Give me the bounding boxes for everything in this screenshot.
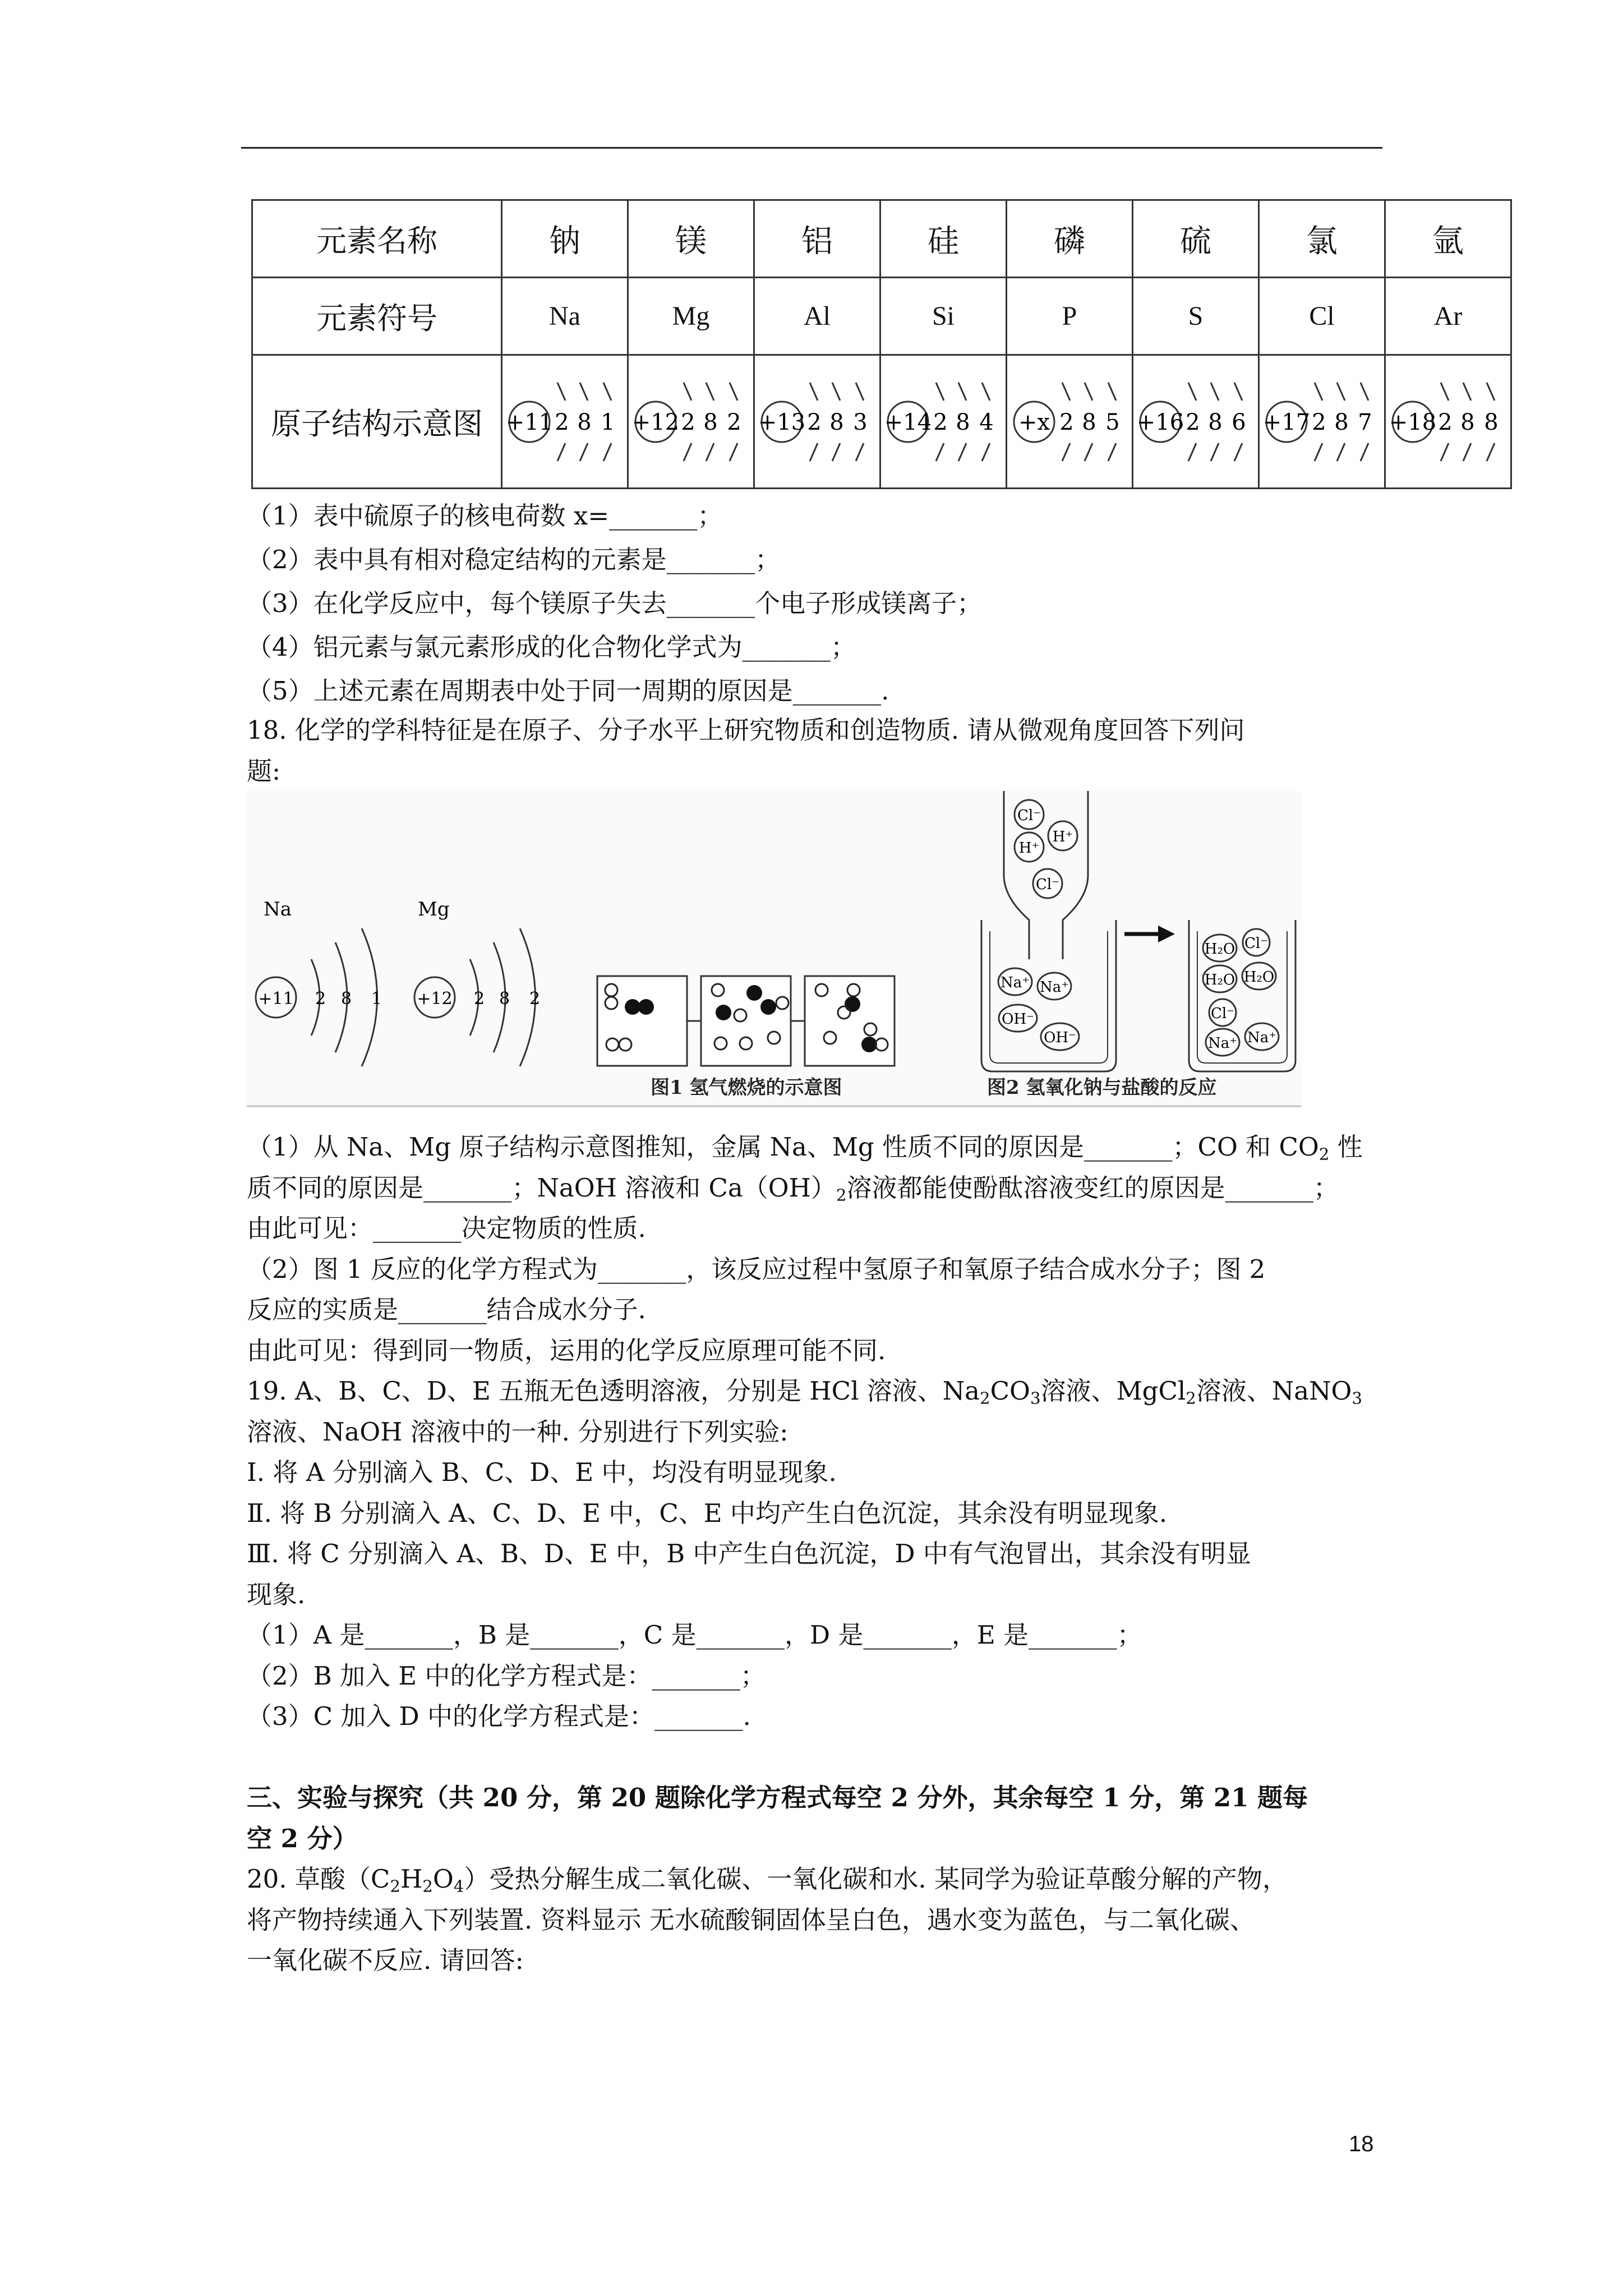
q19-answer-3: （3）C 加入 D 中的化学方程式是：_______. xyxy=(247,1701,751,1731)
o-atom xyxy=(746,985,762,1001)
molecule-label: H₂O xyxy=(1243,969,1275,986)
na-electron-count: 1 xyxy=(371,989,382,1009)
text-span: 19. A、B、C、D、E 五瓶无色透明溶液，分别是 HCl 溶液、Na xyxy=(247,1376,980,1406)
row-atom-structure xyxy=(252,355,1511,489)
electron-count: 2 xyxy=(807,409,822,435)
text-span: （1）从 Na、Mg 原子结构示意图推知，金属 Na、Mg 性质不同的原因是_______；CO 和 CO xyxy=(247,1132,1319,1162)
q19-step-3-cont: 现象. xyxy=(247,1580,306,1609)
cell-name: 镁 xyxy=(628,200,754,278)
subscript: 2 xyxy=(979,1388,990,1408)
electron-count: 8 xyxy=(703,409,718,435)
shell-arc-mark xyxy=(1487,443,1495,461)
electron-count: 8 xyxy=(956,409,970,435)
element-table xyxy=(251,199,1512,489)
electron-count: 8 xyxy=(1484,409,1498,435)
electron-count: 8 xyxy=(1208,409,1223,435)
o-atom xyxy=(638,999,654,1015)
atom-diagram-svg xyxy=(1389,366,1507,478)
ion-label: Na⁺ xyxy=(1208,1035,1237,1052)
shell-arc-mark xyxy=(557,443,565,461)
shell-arc-mark xyxy=(1188,443,1196,461)
electron-count: 1 xyxy=(601,409,615,435)
subscript: 2 xyxy=(836,1185,847,1205)
o-atom xyxy=(845,996,860,1012)
na-label: Na xyxy=(264,898,292,921)
row-label-structure: 原子结构示意图 xyxy=(252,355,502,489)
mg-label: Mg xyxy=(418,898,450,921)
mg-nucleus-charge: +12 xyxy=(417,989,453,1009)
ion-label: Cl⁻ xyxy=(1244,935,1268,952)
shell-arc-mark xyxy=(1361,443,1368,461)
cell-name: 硫 xyxy=(1133,200,1259,278)
atom-diagram-svg xyxy=(1011,366,1128,478)
q18-figure-svg xyxy=(247,791,1301,1105)
q18-stem-cont: 题: xyxy=(247,756,281,786)
section3-heading-cont: 空 2 分） xyxy=(247,1824,358,1853)
cell-symbol: Al xyxy=(754,278,880,355)
shell-arc-mark xyxy=(706,443,714,461)
shell-arc-mark xyxy=(1441,383,1449,401)
fig1-box xyxy=(805,976,895,1066)
q17-item: （3）在化学反应中，每个镁原子失去_______个电子形成镁离子； xyxy=(247,588,983,618)
shell-arc-mark xyxy=(1234,443,1242,461)
shell-arc-mark xyxy=(580,383,588,401)
shell-arc-mark xyxy=(603,383,611,401)
shell-arc-mark xyxy=(1188,383,1196,401)
fig1-box xyxy=(701,976,791,1066)
atom-diagram-svg xyxy=(632,366,750,478)
nucleus-charge: +16 xyxy=(1137,409,1184,435)
molecule-label: H₂O xyxy=(1204,972,1235,988)
fig2-caption: 图2 氢氧化钠与盐酸的反应 xyxy=(987,1076,1217,1099)
shell-arc-mark xyxy=(603,443,611,461)
mg-electron-count: 8 xyxy=(499,989,510,1009)
ion-label: OH⁻ xyxy=(1044,1029,1076,1046)
text-span: ）受热分解生成二氧化碳、一氧化碳和水. 某同学为验证草酸分解的产物， xyxy=(464,1864,1288,1894)
shell-arc-mark xyxy=(982,443,990,461)
text-span: 20. 草酸（C xyxy=(247,1864,390,1894)
shell-arc-mark xyxy=(684,383,691,401)
cell-symbol: Na xyxy=(502,278,628,355)
shell-arc-mark xyxy=(856,443,864,461)
na-electron-count: 2 xyxy=(315,989,326,1009)
shell-arc-mark xyxy=(936,383,944,401)
ion-label: Cl⁻ xyxy=(1211,1005,1234,1022)
q19-stem-line2: 溶液、NaOH 溶液中的一种. 分别进行下列实验: xyxy=(247,1417,789,1447)
electron-count: 3 xyxy=(853,409,868,435)
electron-count: 2 xyxy=(1186,409,1200,435)
q19-step-3: Ⅲ. 将 C 分别滴入 A、B、D、E 中，B 中产生白色沉淀，D 中有气泡冒出，其余没有明显 xyxy=(247,1539,1251,1568)
shell-arc-mark xyxy=(1085,383,1092,401)
text-span: 性 xyxy=(1329,1132,1363,1162)
electron-count: 8 xyxy=(1460,409,1475,435)
row-element-name xyxy=(252,200,1511,278)
shell-arc-mark xyxy=(1337,383,1345,401)
ion-label: OH⁻ xyxy=(1002,1011,1034,1028)
electron-count: 2 xyxy=(681,409,695,435)
o-atom xyxy=(760,999,776,1015)
q19-stem-line1 xyxy=(247,1374,1362,1415)
atom-diagram-svg xyxy=(884,366,1002,478)
atom-diagram xyxy=(1133,355,1259,489)
electron-count: 8 xyxy=(1082,409,1096,435)
electron-count: 8 xyxy=(1334,409,1349,435)
nucleus-charge: +18 xyxy=(1389,409,1437,435)
shell-arc-mark xyxy=(832,383,840,401)
q18-part1-line1 xyxy=(247,1130,1363,1171)
q18-part2-line3: 由此可见：得到同一物质，运用的化学反应原理可能不同. xyxy=(247,1336,886,1365)
shell-arc-mark xyxy=(1234,383,1242,401)
shell-arc-mark xyxy=(1211,383,1219,401)
shell-arc-mark xyxy=(706,383,714,401)
subscript: 3 xyxy=(1030,1388,1041,1408)
shell-arc-mark xyxy=(958,383,966,401)
shell-arc-mark xyxy=(856,383,864,401)
q17-item: （1）表中硫原子的核电荷数 x=_______； xyxy=(247,501,723,531)
q19-step-2: Ⅱ. 将 B 分别滴入 A、C、D、E 中，C、E 中均产生白色沉淀，其余没有明显现象. xyxy=(247,1498,1168,1528)
q18-stem: 18. 化学的学科特征是在原子、分子水平上研究物质和创造物质. 请从微观角度回答下列问 xyxy=(247,715,1245,745)
subscript: 2 xyxy=(390,1876,400,1896)
shell-arc-mark xyxy=(580,443,588,461)
shell-arc-mark xyxy=(1463,383,1471,401)
section3-heading: 三、实验与探究（共 20 分，第 20 题除化学方程式每空 2 分外，其余每空 1 分，第 21 题每 xyxy=(247,1783,1308,1812)
atom-diagram xyxy=(1007,355,1133,489)
electron-count: 7 xyxy=(1358,409,1372,435)
shell-arc-mark xyxy=(1062,383,1070,401)
atom-diagram xyxy=(754,355,880,489)
atom-diagram xyxy=(502,355,628,489)
shell-arc-mark xyxy=(1463,443,1471,461)
electron-count: 4 xyxy=(979,409,994,435)
header-rule xyxy=(241,147,1382,149)
shell-arc-mark xyxy=(1361,383,1368,401)
q17-item: （2）表中具有相对稳定结构的元素是_______； xyxy=(247,545,781,574)
text-span: 溶液都能使酚酞溶液变红的原因是_______； xyxy=(846,1173,1339,1203)
cell-name: 铝 xyxy=(754,200,880,278)
cell-name: 硅 xyxy=(880,200,1007,278)
cell-symbol: Ar xyxy=(1385,278,1511,355)
nucleus-charge: +11 xyxy=(506,409,554,435)
subscript: 2 xyxy=(1186,1388,1196,1408)
atom-diagram-svg xyxy=(1263,366,1381,478)
row-label-symbol: 元素符号 xyxy=(252,278,502,355)
cell-name: 氩 xyxy=(1385,200,1511,278)
ion-label: H⁺ xyxy=(1018,840,1040,857)
q20-stem-line3: 一氧化碳不反应. 请回答: xyxy=(247,1945,524,1975)
ion-label: H⁺ xyxy=(1052,829,1073,845)
q17-item: （4）铝元素与氯元素形成的化合物化学式为_______； xyxy=(247,632,856,662)
row-label-name: 元素名称 xyxy=(252,200,502,278)
subscript: 4 xyxy=(453,1876,464,1896)
shell-arc-mark xyxy=(1085,443,1092,461)
shell-arc-mark xyxy=(1315,443,1322,461)
q20-stem-line2: 将产物持续通入下列装置. 资料显示 无水硫酸铜固体呈白色，遇水变为蓝色，与二氧化碳、 xyxy=(247,1905,1255,1935)
reaction-arrow-head xyxy=(1158,926,1175,942)
q18-part1-line2 xyxy=(247,1171,1339,1212)
nucleus-charge: +17 xyxy=(1263,409,1311,435)
electron-count: 2 xyxy=(1438,409,1453,435)
q18-part2-line2: 反应的实质是_______结合成水分子. xyxy=(247,1295,646,1324)
subscript: 2 xyxy=(422,1876,433,1896)
shell-arc-mark xyxy=(810,443,818,461)
shell-arc-mark xyxy=(1315,383,1322,401)
ion-label: Na⁺ xyxy=(1247,1029,1276,1046)
cell-name: 氯 xyxy=(1259,200,1385,278)
q19-answer-1: （1）A 是_______，B 是_______，C 是_______，D 是_______，E 是_______； xyxy=(247,1620,1142,1650)
text-span: H xyxy=(400,1864,423,1894)
electron-count: 2 xyxy=(933,409,948,435)
electron-count: 2 xyxy=(555,409,569,435)
shell-arc-mark xyxy=(936,443,944,461)
atom-diagram xyxy=(1259,355,1385,489)
shell-arc-mark xyxy=(1108,443,1116,461)
na-electron-count: 8 xyxy=(341,989,352,1009)
molecule-label: H₂O xyxy=(1204,941,1235,958)
text-span: 溶液、MgCl xyxy=(1040,1376,1186,1406)
mg-electron-count: 2 xyxy=(529,989,541,1009)
atom-diagram-svg xyxy=(506,366,624,478)
nucleus-charge: +12 xyxy=(632,409,680,435)
fig1-caption: 图1 氢气燃烧的示意图 xyxy=(651,1076,842,1099)
shell-arc-mark xyxy=(1337,443,1345,461)
fig2-neutralization xyxy=(981,791,1295,1099)
shell-arc-mark xyxy=(982,383,990,401)
text-span: O xyxy=(432,1864,454,1894)
mg-electron-count: 2 xyxy=(474,989,485,1009)
shell-arc-mark xyxy=(1441,443,1449,461)
shell-arc-mark xyxy=(557,383,565,401)
nucleus-charge: +14 xyxy=(884,409,932,435)
nucleus-charge: +13 xyxy=(758,409,806,435)
shell-arc-mark xyxy=(1108,383,1116,401)
q18-figure xyxy=(247,791,1301,1107)
cell-symbol: P xyxy=(1007,278,1133,355)
ion-label: Cl⁻ xyxy=(1017,807,1041,824)
q19-answer-2: （2）B 加入 E 中的化学方程式是：_______； xyxy=(247,1661,766,1691)
ion-label: Cl⁻ xyxy=(1036,876,1059,893)
text-span: 质不同的原因是_______；NaOH 溶液和 Ca（OH） xyxy=(247,1173,836,1203)
electron-count: 2 xyxy=(1059,409,1074,435)
q19-step-1: Ⅰ. 将 A 分别滴入 B、C、D、E 中，均没有明显现象. xyxy=(247,1457,837,1487)
ion-label: Na⁺ xyxy=(1040,979,1069,996)
electron-count: 5 xyxy=(1105,409,1120,435)
cell-symbol: S xyxy=(1133,278,1259,355)
subscript: 3 xyxy=(1352,1388,1363,1408)
shell-arc-mark xyxy=(832,443,840,461)
page-number: 18 xyxy=(1349,2132,1374,2156)
q17-item: （5）上述元素在周期表中处于同一周期的原因是_______. xyxy=(247,676,889,706)
o-atom xyxy=(625,999,640,1015)
shell-arc-mark xyxy=(810,383,818,401)
electron-count: 2 xyxy=(1312,409,1326,435)
subscript: 2 xyxy=(1318,1144,1330,1164)
nucleus-charge: +x xyxy=(1018,409,1050,435)
shell-arc-mark xyxy=(684,443,691,461)
fig1-box xyxy=(597,976,687,1066)
na-nucleus-charge: +11 xyxy=(258,989,294,1009)
text-span: CO xyxy=(990,1376,1030,1406)
shell-arc-mark xyxy=(730,383,737,401)
cell-symbol: Mg xyxy=(628,278,754,355)
electron-count: 8 xyxy=(577,409,592,435)
row-element-symbol xyxy=(252,278,1511,355)
atom-diagram xyxy=(628,355,754,489)
shell-arc-mark xyxy=(730,443,737,461)
cell-symbol: Si xyxy=(880,278,1007,355)
electron-count: 6 xyxy=(1232,409,1246,435)
shell-arc-mark xyxy=(958,443,966,461)
q18-part2-line1: （2）图 1 反应的化学方程式为_______，该反应过程中氢原子和氧原子结合成水分子；图 2 xyxy=(247,1254,1266,1284)
fig1-hydrogen-combustion xyxy=(597,976,895,1099)
shell-arc-mark xyxy=(1487,383,1495,401)
q20-stem-line1 xyxy=(247,1862,1288,1903)
atom-diagram xyxy=(880,355,1007,489)
o-atom xyxy=(716,1005,731,1020)
cell-symbol: Cl xyxy=(1259,278,1385,355)
atom-diagram xyxy=(1385,355,1511,489)
shell-arc-mark xyxy=(1211,443,1219,461)
q18-part1-line3: 由此可见：_______决定物质的性质. xyxy=(247,1213,646,1243)
cell-name: 钠 xyxy=(502,200,628,278)
shell-arc-mark xyxy=(1062,443,1070,461)
electron-count: 8 xyxy=(829,409,844,435)
ion-label: Na⁺ xyxy=(1000,974,1030,991)
atom-diagram-svg xyxy=(758,366,876,478)
text-span: 溶液、NaNO xyxy=(1196,1376,1352,1406)
cell-name: 磷 xyxy=(1007,200,1133,278)
electron-count: 2 xyxy=(727,409,741,435)
atom-diagram-svg xyxy=(1137,366,1255,478)
